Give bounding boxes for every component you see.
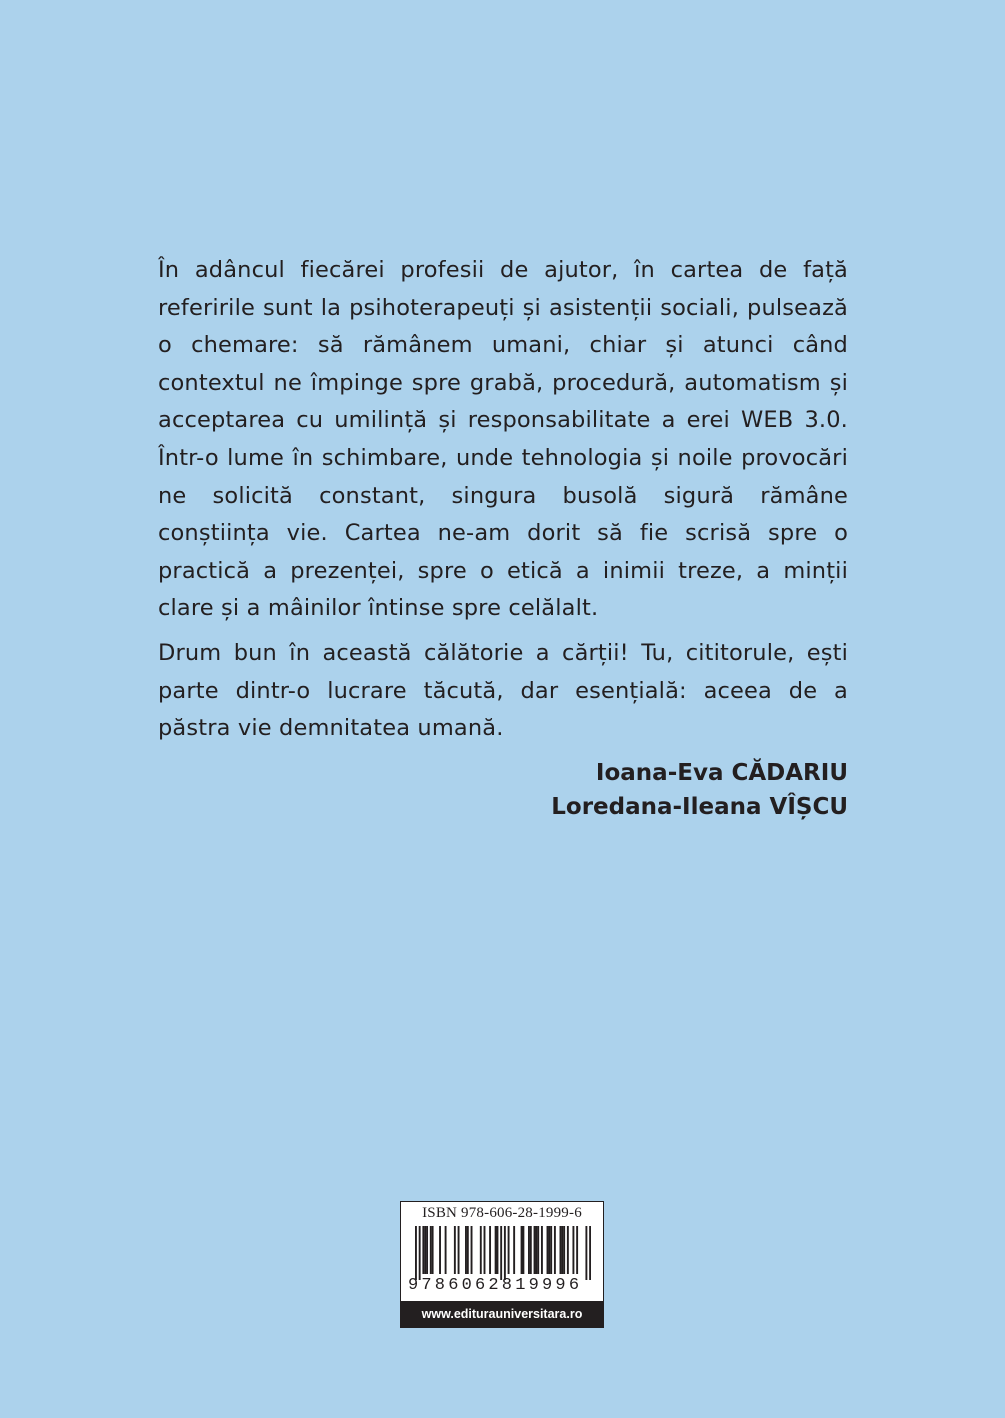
barcode-bar — [567, 1226, 569, 1274]
barcode-bar — [535, 1226, 537, 1274]
barcode-bar — [563, 1226, 565, 1274]
barcode-bar — [415, 1226, 417, 1280]
barcode-bar — [504, 1226, 506, 1280]
barcode-bar — [550, 1226, 552, 1274]
isbn-label: ISBN 978-606-28-1999-6 — [422, 1205, 582, 1221]
barcode-bar — [547, 1226, 549, 1274]
barcode-bar — [508, 1226, 510, 1274]
barcode-bar — [467, 1226, 469, 1274]
barcode-bar — [497, 1226, 499, 1274]
barcode-bar — [513, 1226, 515, 1274]
barcode-bar — [537, 1226, 539, 1274]
barcode-bar — [465, 1226, 467, 1274]
barcode-bar — [484, 1226, 486, 1274]
barcode-bar — [426, 1226, 428, 1274]
blurb-paragraph-2: Drum bun în această călătorie a cărții! Tu, cititorule, ești parte dintr-o lucrare tăcută, dar esențială: aceea de a păstra vie demnitatea umană. — [158, 639, 848, 742]
barcode-bars — [415, 1226, 591, 1280]
barcode-bar — [541, 1226, 543, 1274]
barcode-bar — [430, 1226, 432, 1274]
barcode-bar — [495, 1226, 497, 1274]
barcode-bar — [439, 1226, 441, 1274]
barcode-bar — [534, 1226, 536, 1274]
blurb-paragraph-1: În adâncul fiecărei profesii de ajutor, în cartea de față referirile sunt la psihoterapeuți și asistenții sociali, pulsează o chemare: să rămânem umani, chiar și atunci când contextul ne împinge spre grabă, procedură, automatism și acceptarea cu umilință și responsabilitate a erei WEB 3.0. Într-o lume în schimbare, unde tehnologia și noile provocări ne solicită constant, singura busolă sigură rămâne conștiința vie. Cartea ne-am dorit să fie scrisă spre o practică a prezenței, spre o etică a inimii treze, a minții clare și a mâinilor întinse spre celălalt. — [158, 257, 848, 622]
barcode-bar — [471, 1226, 473, 1274]
barcode-bar — [560, 1226, 562, 1274]
barcode-bar — [432, 1226, 434, 1274]
barcode-bar — [454, 1226, 456, 1274]
barcode-digits: 9786062819996 — [408, 1276, 583, 1295]
barcode-bar — [576, 1226, 578, 1274]
back-cover-text — [158, 252, 848, 824]
barcode-bar — [424, 1226, 426, 1274]
publisher-website: www.editurauniversitara.ro — [401, 1301, 603, 1327]
barcode-bar — [585, 1226, 587, 1280]
barcode-bar — [422, 1226, 424, 1274]
barcode-bar — [589, 1226, 591, 1280]
barcode-bar — [528, 1226, 530, 1274]
isbn-barcode — [400, 1201, 604, 1328]
barcode-bar — [530, 1226, 532, 1274]
barcode-bar — [458, 1226, 460, 1274]
barcode-bar — [572, 1226, 574, 1274]
barcode-bar — [489, 1226, 491, 1274]
authors-block — [158, 756, 848, 824]
barcode-bar — [500, 1226, 502, 1280]
barcode-bar — [419, 1226, 421, 1280]
barcode-bar — [521, 1226, 523, 1274]
author-name-1: Ioana-Eva CĂDARIU — [595, 759, 848, 786]
barcode-bar — [445, 1226, 447, 1274]
barcode-bar — [522, 1226, 524, 1274]
barcode-bar — [561, 1226, 563, 1274]
barcode-bar — [548, 1226, 550, 1274]
author-name-2: Loredana-Ileana VÎȘCU — [551, 793, 848, 820]
barcode-bar — [554, 1226, 556, 1274]
barcode-bar — [480, 1226, 482, 1274]
